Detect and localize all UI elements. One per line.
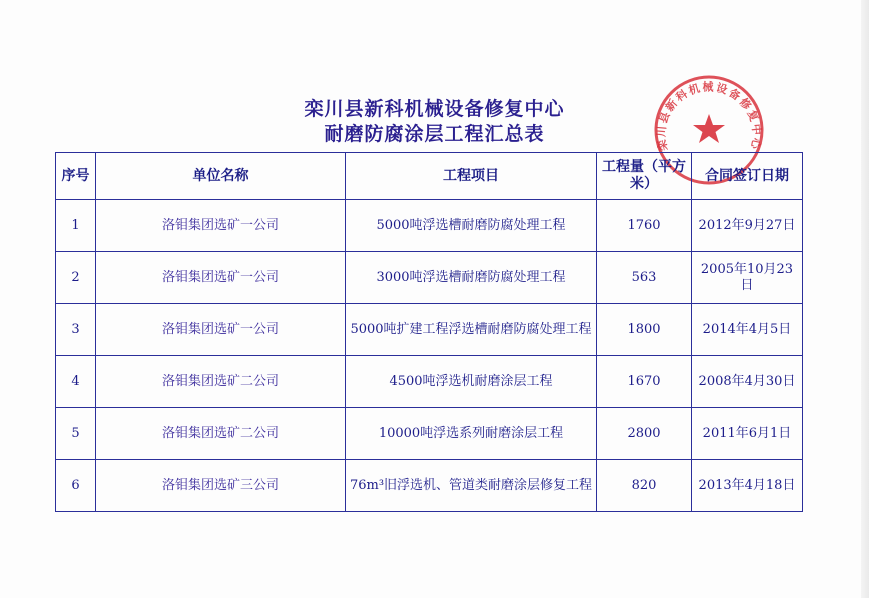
table-row (56, 356, 803, 408)
row-index: 3 (56, 304, 96, 356)
table-row (56, 304, 803, 356)
star-icon (693, 114, 725, 143)
row-date: 2012年9月27日 (692, 200, 803, 252)
table-row (56, 460, 803, 512)
row-index: 6 (56, 460, 96, 512)
column-header-index: 序号 (56, 153, 96, 200)
row-project: 10000吨浮选系列耐磨涂层工程 (346, 408, 597, 460)
row-index: 5 (56, 408, 96, 460)
row-unit: 洛钼集团选矿二公司 (96, 408, 346, 460)
document-title: 耐磨防腐涂层工程汇总表 (324, 123, 545, 145)
row-date: 2008年4月30日 (692, 356, 803, 408)
summary-table (55, 152, 803, 512)
column-header-quantity: 工程量（平方米） (597, 153, 692, 200)
row-unit: 洛钼集团选矿一公司 (96, 200, 346, 252)
seal-text: 栾川县新科机械设备修复中心 (654, 80, 764, 153)
row-unit: 洛钼集团选矿一公司 (96, 252, 346, 304)
row-unit: 洛钼集团选矿三公司 (96, 460, 346, 512)
row-project: 4500吨浮选机耐磨涂层工程 (346, 356, 597, 408)
table-header-row (56, 153, 803, 200)
column-header-date: 合同签订日期 (692, 153, 803, 200)
scan-edge (861, 0, 869, 598)
table-row (56, 408, 803, 460)
row-project: 5000吨扩建工程浮选槽耐磨防腐处理工程 (346, 304, 597, 356)
company-title: 栾川县新科机械设备修复中心 (304, 98, 565, 120)
row-quantity: 1800 (597, 304, 692, 356)
row-quantity: 1760 (597, 200, 692, 252)
row-date: 2005年10月23日 (692, 252, 803, 304)
row-project: 3000吨浮选槽耐磨防腐处理工程 (346, 252, 597, 304)
column-header-unit: 单位名称 (96, 153, 346, 200)
row-date: 2013年4月18日 (692, 460, 803, 512)
row-index: 4 (56, 356, 96, 408)
table-row (56, 252, 803, 304)
column-header-project: 工程项目 (346, 153, 597, 200)
table-row (56, 200, 803, 252)
row-unit: 洛钼集团选矿一公司 (96, 304, 346, 356)
row-date: 2014年4月5日 (692, 304, 803, 356)
row-unit: 洛钼集团选矿二公司 (96, 356, 346, 408)
row-project: 76m³旧浮选机、管道类耐磨涂层修复工程 (346, 460, 597, 512)
row-index: 1 (56, 200, 96, 252)
row-quantity: 2800 (597, 408, 692, 460)
row-quantity: 563 (597, 252, 692, 304)
row-project: 5000吨浮选槽耐磨防腐处理工程 (346, 200, 597, 252)
row-index: 2 (56, 252, 96, 304)
row-quantity: 820 (597, 460, 692, 512)
row-date: 2011年6月1日 (692, 408, 803, 460)
row-quantity: 1670 (597, 356, 692, 408)
